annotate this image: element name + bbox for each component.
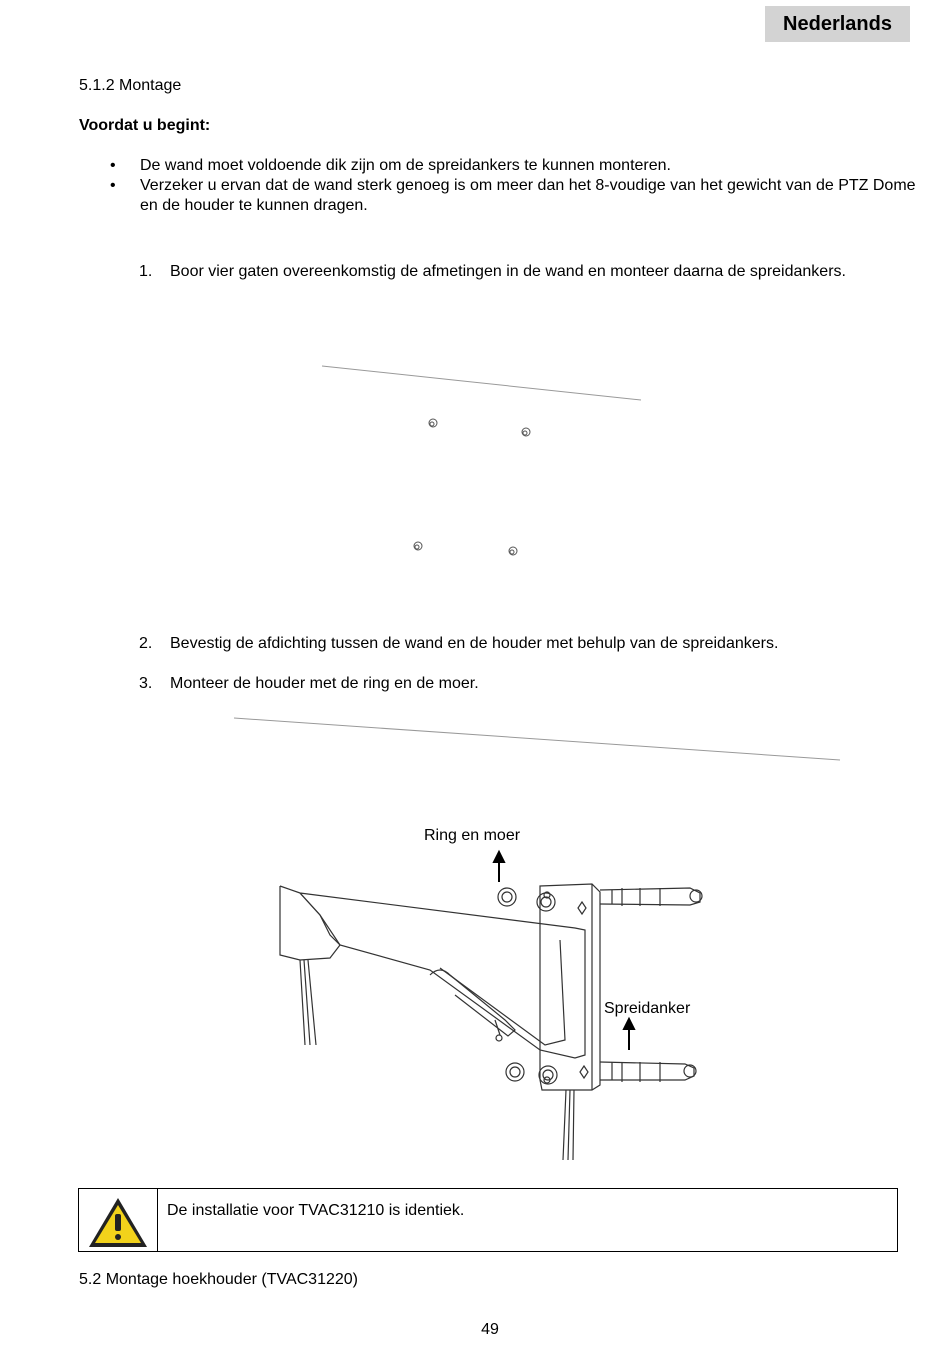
note-icon-cell [79,1189,158,1251]
next-section-title: 5.2 Montage hoekhouder (TVAC31220) [79,1271,358,1288]
before-heading: Voordat u begint: [79,117,211,134]
anchor-label: Spreidanker [604,1000,691,1017]
list-item: • De wand moet voldoende dik zijn om de spreidankers te kunnen monteren. [110,157,671,174]
page-number: 49 [481,1321,499,1338]
language-badge: Nederlands [765,6,910,42]
section-title: 5.1.2 Montage [79,77,182,94]
ring-nut-label: Ring en moer [424,827,521,844]
note-text: De installatie voor TVAC31210 is identiek. [167,1202,465,1219]
step-2: 2. Bevestig de afdichting tussen de wand en de houder met behulp van de spreidankers. [139,635,779,652]
warning-icon [79,1189,157,1251]
step-1: 1. Boor vier gaten overeenkomstig de afmetingen in de wand en monteer daarna de spreidankers. [139,263,846,280]
note-box [78,1188,898,1252]
list-item: • Verzeker u ervan dat de wand sterk genoeg is om meer dan het 8-voudige van het gewicht van de PTZ Dome en de houder te kunnen dragen. [110,177,916,214]
step-3: 3. Monteer de houder met de ring en de moer. [139,675,479,692]
